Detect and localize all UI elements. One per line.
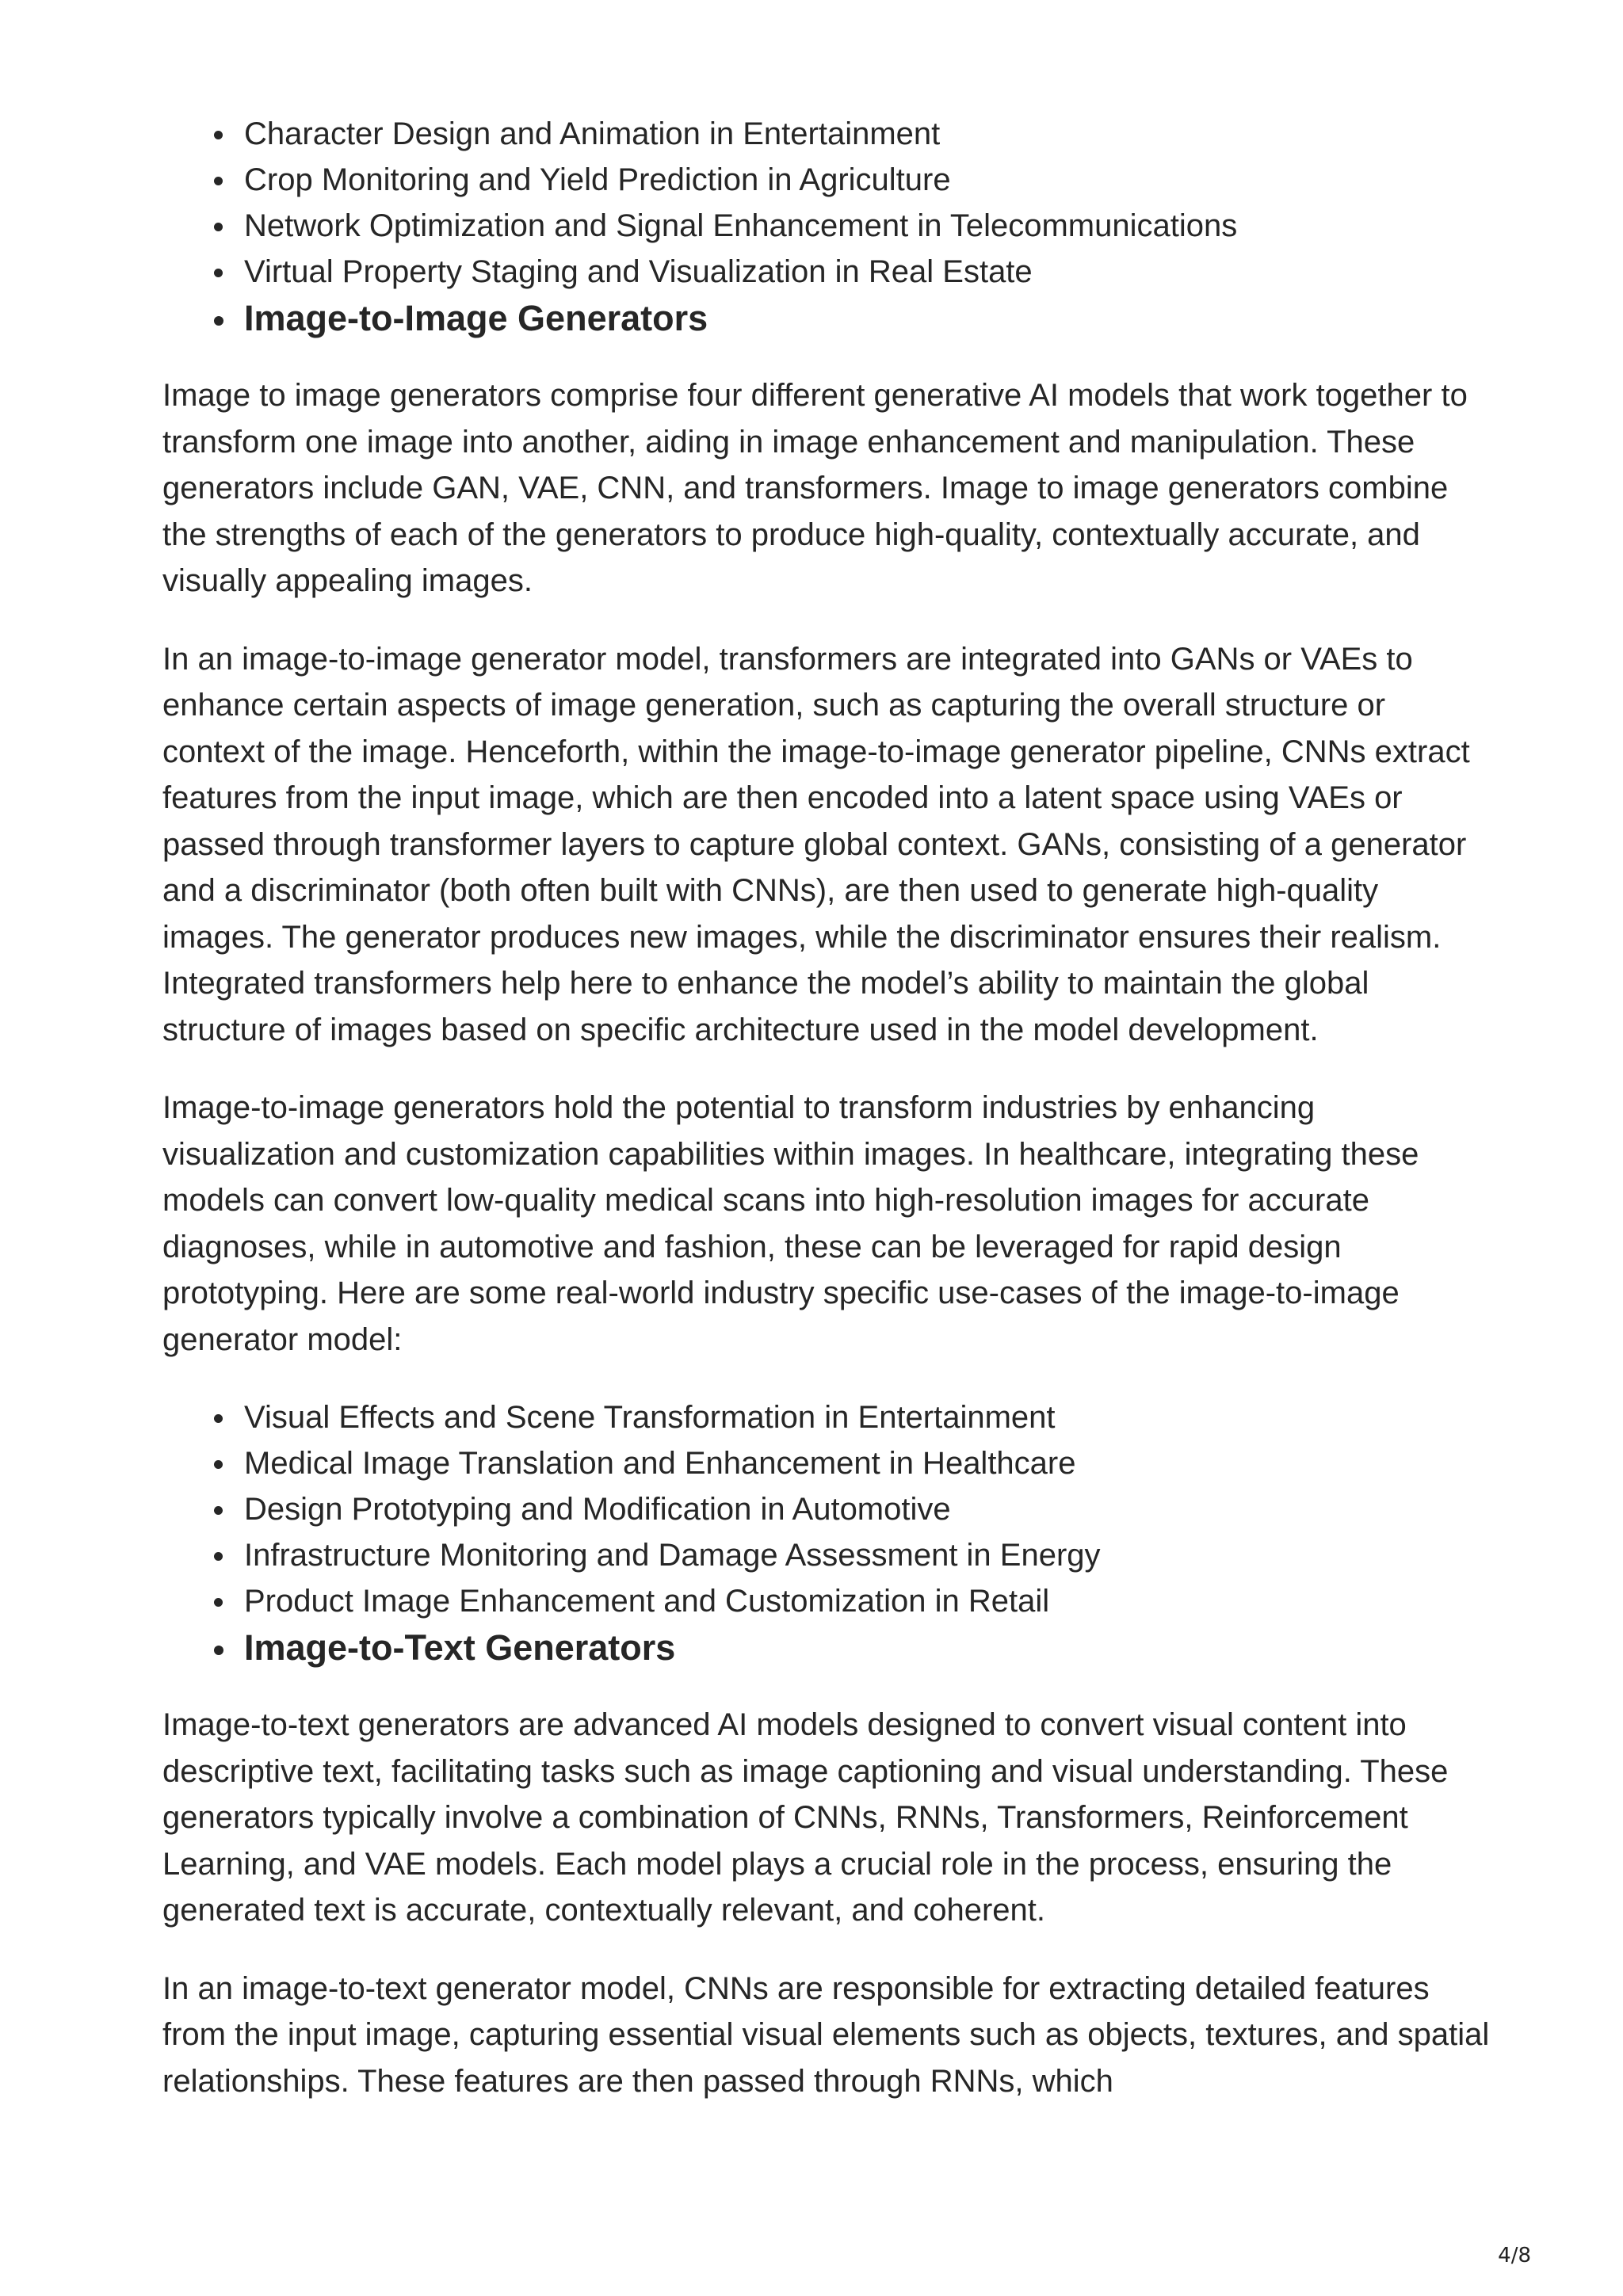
list-item: Medical Image Translation and Enhancement in Healthcare: [244, 1440, 1494, 1486]
list-item: Product Image Enhancement and Customization in Retail: [244, 1578, 1494, 1624]
paragraph: In an image-to-image generator model, transformers are integrated into GANs or VAEs to enhance certain aspects of image generation, such as capturing the overall structure or context of the image. Henceforth, within the image-to-image generator pipeline, CNNs extract features from the input image, which are then encoded into a latent space using VAEs or passed through transformer layers to capture global context. GANs, consisting of a generator and a discriminator (both often built with CNNs), are then used to generate high-quality images. The generator produces new images, while the discriminator ensures their realism. Integrated transformers help here to enhance the model’s ability to maintain the global structure of images based on specific architecture used in the model development.: [162, 641, 1470, 1047]
section-heading-image-to-text: Image-to-Text Generators: [244, 1624, 1494, 1672]
paragraph: In an image-to-text generator model, CNNs are responsible for extracting detailed features from the input image, capturing essential visual elements such as objects, textures, and spatial relationships. These features are then passed through RNNs, which: [162, 1970, 1490, 2099]
list-item: Character Design and Animation in Entertainment: [244, 111, 1494, 157]
list-item: Network Optimization and Signal Enhancement in Telecommunications: [244, 203, 1494, 249]
list-item: Design Prototyping and Modification in Automotive: [244, 1486, 1494, 1532]
paragraph: Image to image generators comprise four different generative AI models that work together to transform one image into another, aiding in image enhancement and manipulation. These generators include GAN, VAE, CNN, and transformers. Image to image generators combine the strengths of each of the generators to produce high-quality, contextually accurate, and visually appealing images.: [162, 378, 1468, 598]
industry-use-case-list-1: [162, 111, 1494, 342]
document-body: [162, 111, 1494, 2104]
page-number: 4/8: [1498, 2244, 1531, 2267]
list-item: Virtual Property Staging and Visualization in Real Estate: [244, 249, 1494, 295]
list-item: Infrastructure Monitoring and Damage Assessment in Energy: [244, 1532, 1494, 1578]
paragraph: Image-to-text generators are advanced AI models designed to convert visual content into descriptive text, facilitating tasks such as image captioning and visual understanding. These generators typically involve a combination of CNNs, RNNs, Transformers, Reinforcement Learning, and VAE models. Each model plays a crucial role in the process, ensuring the generated text is accurate, contextually relevant, and coherent.: [162, 1707, 1449, 1928]
list-item: Crop Monitoring and Yield Prediction in Agriculture: [244, 157, 1494, 203]
paragraph: Image-to-image generators hold the potential to transform industries by enhancing visualization and customization capabilities within images. In healthcare, integrating these models can convert low-quality medical scans into high-resolution images for accurate diagnoses, while in automotive and fashion, these can be leveraged for rapid design prototyping. Here are some real-world industry specific use-cases of the image-to-image generator model:: [162, 1090, 1419, 1357]
industry-use-case-list-2: [162, 1394, 1494, 1672]
list-item: Visual Effects and Scene Transformation in Entertainment: [244, 1394, 1494, 1440]
section-heading-image-to-image: Image-to-Image Generators: [244, 295, 1494, 342]
